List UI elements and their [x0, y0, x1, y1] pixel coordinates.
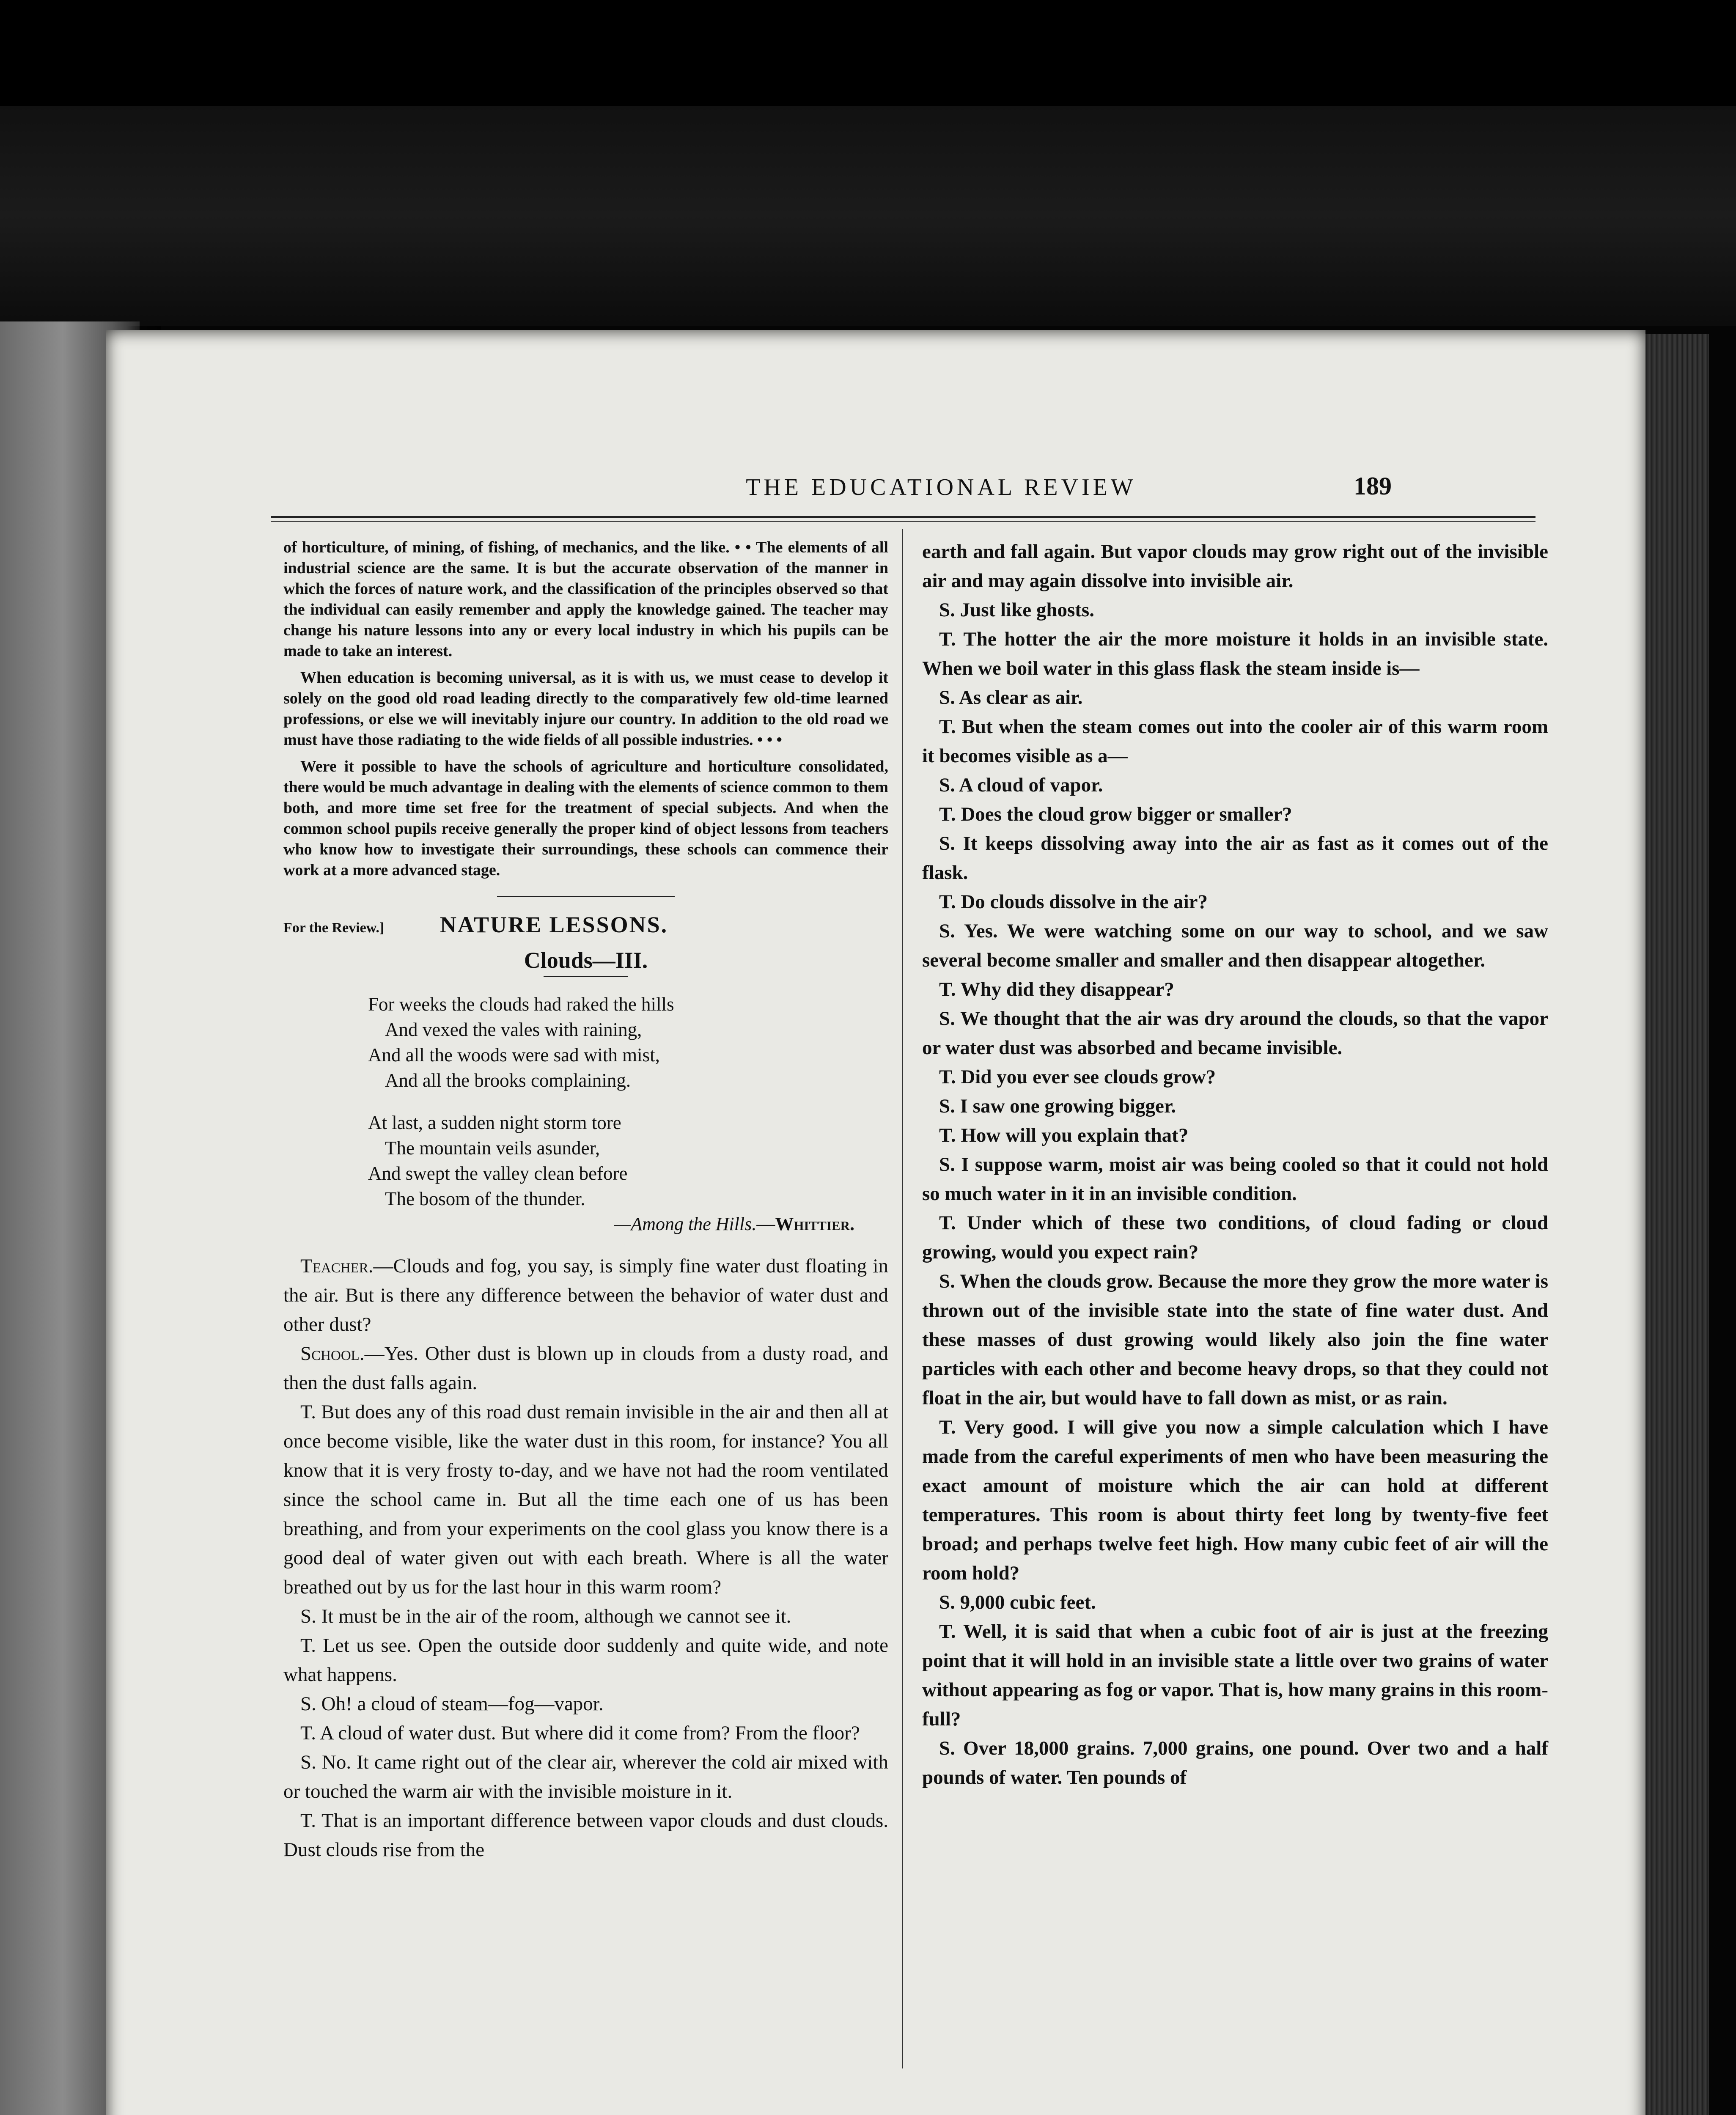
dialogue-paragraph: S. No. It came right out of the clear air, wherever the cold air mixed with or touched the warm air with the invisible moisture in it.	[283, 1751, 888, 1802]
dialogue-paragraph: T. But does any of this road dust remain invisible in the air and then all at once become visible, like the water dust in this room, for instance? You all know that it is very frosty to-day, and we have not had the room ventilated since the school came in. But all the time each one of us has been breathing, and from your experiments on the cool glass you know there is a good deal of water given out with each breath. Where is all the water breathed out by us for the last hour in this warm room?	[283, 1401, 888, 1598]
dialogue-paragraph: S. We thought that the air was dry around the clouds, so that the vapor or water dust was absorbed and became invisible.	[922, 1008, 1548, 1059]
right-column	[922, 537, 1548, 1792]
column-divider	[902, 529, 903, 2068]
dialogue-paragraph: S. I suppose warm, moist air was being cooled so that it could not hold so much water in it in an invisible condition.	[922, 1154, 1548, 1205]
left-column	[283, 537, 888, 1865]
header-rule-thin	[271, 521, 1535, 522]
dialogue-paragraph: S. Over 18,000 grains. 7,000 grains, one pound. Over two and a half pounds of water. Ten pounds of	[922, 1737, 1548, 1788]
dialogue-paragraph: earth and fall again. But vapor clouds may grow right out of the invisible air and may again dissolve into invisible air.	[922, 541, 1548, 592]
poem-line: And all the brooks complaining.	[385, 1070, 631, 1091]
intro-paragraph: Were it possible to have the schools of agriculture and horticulture consolidated, there would be much advantage in dealing with the elements of science common to them both, and more time set free for the treatment of special subjects. And when the common school pupils receive generally the proper kind of object lessons from teachers who know how to investigate their surroundings, these schools can commence their work at a more advanced stage.	[283, 758, 888, 879]
speaker-label: Teacher.	[300, 1255, 374, 1277]
poem-attribution	[283, 1213, 854, 1235]
left-body	[283, 1252, 888, 1865]
poem-line: And vexed the vales with raining,	[385, 1019, 642, 1040]
poem-line: At last, a sudden night storm tore	[368, 1112, 621, 1133]
page-number: 189	[1354, 472, 1392, 500]
dialogue-paragraph: S. It keeps dissolving away into the air as fast as it comes out of the flask.	[922, 832, 1548, 884]
poem-line: And swept the valley clean before	[368, 1163, 628, 1184]
dialogue-paragraph: T. But when the steam comes out into the cooler air of this warm room it becomes visible as a—	[922, 716, 1548, 767]
poem-line: And all the woods were sad with mist,	[368, 1044, 660, 1066]
dialogue-paragraph: S. 9,000 cubic feet.	[939, 1591, 1096, 1613]
article-title: NATURE LESSONS.	[440, 912, 668, 937]
dialogue-paragraph: T. That is an important difference between vapor clouds and dust clouds. Dust clouds rise from the	[283, 1810, 888, 1861]
dialogue-paragraph: T. Do clouds dissolve in the air?	[939, 891, 1208, 913]
dialogue-paragraph: Teacher.—Clouds and fog, you say, is simply fine water dust floating in the air. But is there any difference between the behavior of water dust and other dust?	[283, 1255, 888, 1335]
running-head: THE EDUCATIONAL REVIEW	[746, 474, 1137, 500]
poem-line: The mountain veils asunder,	[385, 1137, 600, 1159]
dialogue-paragraph: T. Very good. I will give you now a simple calculation which I have made from the careful experiments of men who have been measuring the exact amount of moisture which the air can hold at different temperatures. This room is about thirty feet long by twenty-five feet broad; and perhaps twelve feet high. How many cubic feet of air will the room hold?	[922, 1416, 1548, 1584]
dialogue-paragraph: S. Yes. We were watching some on our way to school, and we saw several become smaller and smaller and then disappear altogether.	[922, 920, 1548, 971]
epigraph-poem	[368, 992, 888, 1211]
dialogue-paragraph: T. The hotter the air the more moisture it holds in an invisible state. When we boil water in this glass flask the steam inside is—	[922, 628, 1548, 679]
speaker-label: School.	[300, 1343, 365, 1365]
header-rule	[271, 516, 1535, 518]
subtitle-rule	[544, 976, 628, 977]
film-border-top	[0, 0, 1736, 106]
dialogue-paragraph: T. A cloud of water dust. But where did it come from? From the floor?	[300, 1722, 860, 1744]
right-body	[922, 537, 1548, 1792]
dialogue-paragraph: S. It must be in the air of the room, although we cannot see it.	[300, 1605, 791, 1627]
dialogue-paragraph: T. Did you ever see clouds grow?	[939, 1066, 1216, 1088]
article-source: For the Review.]	[283, 920, 385, 936]
dialogue-paragraph: T. Under which of these two conditions, of cloud fading or cloud growing, would you expect rain?	[922, 1212, 1548, 1263]
poem-source: —Among the Hills.	[614, 1214, 757, 1234]
dialogue-paragraph: School.—Yes. Other dust is blown up in clouds from a dusty road, and then the dust falls again.	[283, 1343, 888, 1394]
section-rule	[497, 896, 675, 897]
dialogue-paragraph: T. Let us see. Open the outside door suddenly and quite wide, and note what happens.	[283, 1634, 888, 1686]
dialogue-paragraph: T. How will you explain that?	[939, 1124, 1189, 1146]
page-stack-edge	[1637, 334, 1709, 2115]
dialogue-paragraph: S. Oh! a cloud of steam—fog—vapor.	[300, 1693, 604, 1715]
article-subtitle: Clouds—III.	[524, 948, 648, 973]
dialogue-paragraph: S. A cloud of vapor.	[939, 774, 1103, 796]
dialogue-paragraph: T. Why did they disappear?	[939, 978, 1174, 1000]
dialogue-paragraph: S. Just like ghosts.	[939, 599, 1094, 621]
dialogue-paragraph: S. When the clouds grow. Because the more they grow the more water is thrown out of the invisible state into the state of fine water dust. And these masses of dust growing would likely also join the fine water particles with each other and become heavy drops, so that they could not float in the air, but would have to fall down as mist, or as rain.	[922, 1270, 1548, 1409]
poem-line: The bosom of the thunder.	[385, 1188, 585, 1209]
dialogue-paragraph: T. Well, it is said that when a cubic foot of air is just at the freezing point that it will hold in an invisible state a little over two grains of water without appearing as fog or vapor. That is, how many grains in this room-full?	[922, 1621, 1548, 1730]
article-heading	[283, 912, 888, 938]
poem-line: For weeks the clouds had raked the hills	[368, 994, 674, 1015]
intro-paragraph: of horticulture, of mining, of fishing, of mechanics, and the like. • • The elements of all industrial science are the same. It is but the accurate observation of the manner in which the forces of nature work, and the classification of the principles observed so that the individual can easily remember and apply the knowledge gained. The teacher may change his nature lessons into any or every local industry in which his pupils can be made to take an interest.	[283, 538, 888, 660]
film-background	[0, 106, 1736, 326]
dialogue-paragraph: T. Does the cloud grow bigger or smaller?	[939, 803, 1292, 825]
document-page	[106, 330, 1645, 2115]
dialogue-paragraph: S. I saw one growing bigger.	[939, 1095, 1176, 1117]
intro-paragraph: When education is becoming universal, as it is with us, we must cease to develop it solely on the good old road leading directly to the comparatively few old-time learned professions, or else we will inevitably injure our country. In addition to the old road we must have those radiating to the wide fields of all possible industries. • • •	[283, 669, 888, 749]
dialogue-paragraph: S. As clear as air.	[939, 687, 1083, 709]
poem-author: —Whittier.	[756, 1214, 854, 1234]
